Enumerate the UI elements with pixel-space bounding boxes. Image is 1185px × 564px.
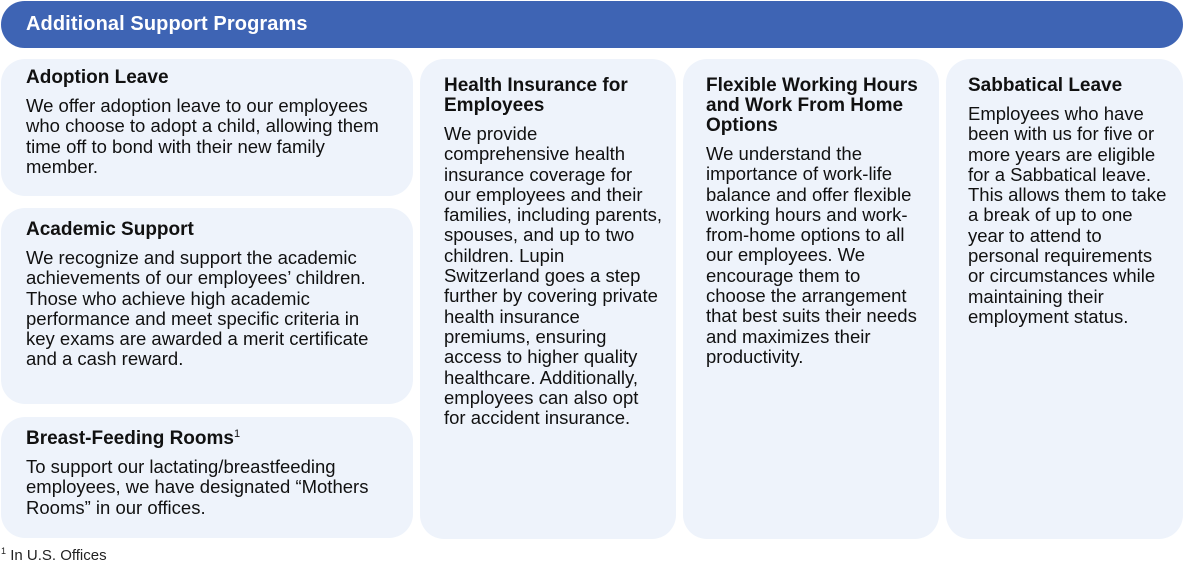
card-text: We recognize and support the academic achievements of our employees’ children. Those who achieve high academic performance and meet specific criteria in key exams are awarded a merit certificate and a cash reward. — [26, 247, 369, 370]
card-title-wrapper — [26, 429, 391, 449]
card-text: Employees who have been with us for five or more years are eligible for a Sabbatical leave. This allows them to take a break of up to one year to attend to personal requirements or circumstances while maintaining their employment status. — [968, 103, 1167, 327]
card-health-insurance — [420, 59, 676, 539]
card-flexible-working — [683, 59, 939, 539]
section-header — [1, 1, 1183, 48]
card-sabbatical-leave — [946, 59, 1183, 539]
card-title: Health Insurance for Employees — [444, 75, 628, 116]
card-title: Flexible Working Hours and Work From Home Options — [706, 75, 918, 136]
card-title: Adoption Leave — [26, 67, 169, 88]
footnote-marker: 1 — [233, 428, 241, 440]
footnote — [1, 548, 107, 564]
card-adoption-leave — [1, 59, 413, 196]
card-text: To support our lactating/breastfeeding employees, we have designated “Mothers Rooms” in our offices. — [26, 456, 369, 518]
section-title: Additional Support Programs — [26, 13, 308, 35]
card-text: We understand the importance of work-life balance and offer flexible working hours and work-from-home options to all our employees. We encourage them to choose the arrangement that best suits their needs and maximizes their productivity. — [706, 143, 917, 367]
card-text: We offer adoption leave to our employees who choose to adopt a child, allowing them time off to bond with their new family member. — [26, 95, 379, 177]
card-title: Academic Support — [26, 219, 194, 240]
card-title: Sabbatical Leave — [968, 75, 1123, 96]
card-academic-support — [1, 208, 413, 404]
footnote-marker: 1 — [1, 546, 7, 556]
card-text: We provide comprehensive health insurance coverage for our employees and their families, including parents, spouses, and up to two children. Lupin Switzerland goes a step further by covering private health insurance premiums, ensuring access to higher quality healthcare. Additionally, employees can also opt for accident insurance. — [444, 123, 662, 429]
card-title: Breast-Feeding Rooms — [26, 428, 234, 449]
footnote-text: In U.S. Offices — [10, 547, 107, 564]
card-breast-feeding-rooms — [1, 417, 413, 538]
